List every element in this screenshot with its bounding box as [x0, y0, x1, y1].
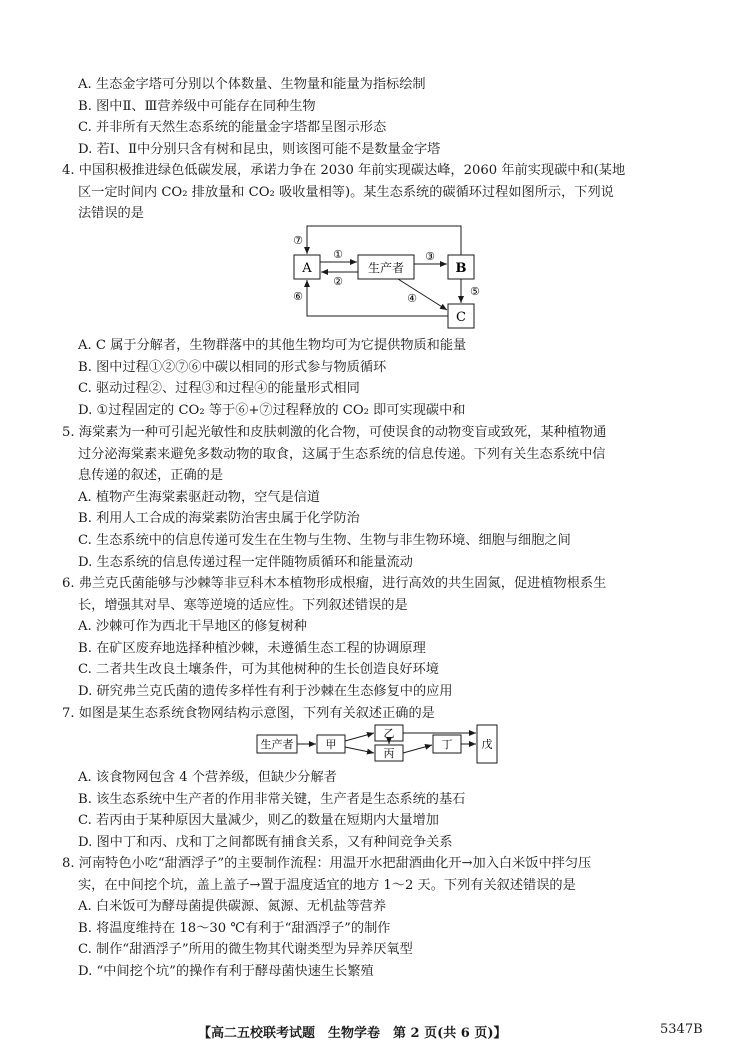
arrow-jia-bing: [345, 747, 374, 753]
question-stem-line: 实，在中间挖个坑，盖上盖子→置于温度适宜的地方 1～2 天。下列有关叙述错误的是: [78, 877, 576, 893]
option-line: C. 若丙由于某种原因大量减少，则乙的数量在短期内大量增加: [78, 813, 439, 829]
arrow-6: [307, 280, 448, 316]
question-stem-line: 过分泌海棠素来避免多数动物的取食，这属于生态系统的信息传递。下列有关生态系统中信: [78, 446, 606, 462]
option-line: C. 并非所有天然生态系统的能量金字塔都呈图示形态: [78, 120, 387, 136]
option-line: A. 该食物网包含 4 个营养级，但缺少分解者: [78, 770, 337, 785]
question-stem-line: 长，增强其对旱、寒等逆境的适应性。下列叙述错误的是: [78, 597, 408, 613]
option-line: D. ①过程固定的 CO₂ 等于⑥+⑦过程释放的 CO₂ 即可实现碳中和: [78, 402, 466, 418]
q7-stem: [62, 703, 688, 725]
arrow-jia-yi: [345, 733, 374, 741]
option-line: A. C 属于分解者，生物群落中的其他生物均可为它提供物质和能量: [78, 338, 467, 353]
label-7: ⑦: [293, 234, 303, 247]
option-line: B. 在矿区废弃地选择种植沙棘，未遵循生态工程的协调原理: [78, 640, 426, 656]
box-b-label: B: [455, 261, 467, 276]
label-2: ②: [333, 275, 343, 288]
question-stem-line: 息传递的叙述，正确的是: [78, 468, 224, 484]
footer-title: 【高二五校联考试题 生物学卷 第 2 页(共 6 页)】: [198, 1026, 507, 1041]
page-footer: [0, 1016, 751, 1046]
question-stem-line: 6. 弗兰克氏菌能够与沙棘等非豆科木本植物形成根瘤，进行高效的共生固氮，促进植物根系生: [62, 576, 607, 591]
option-line: A. 沙棘可作为西北干旱地区的修复树种: [78, 619, 307, 635]
option-line: B. 图中过程①②⑦⑥中碳以相同的形式参与物质循环: [78, 359, 387, 375]
option-line: B. 该生态系统中生产者的作用非常关键，生产者是生态系统的基石: [78, 791, 466, 807]
label-ding: 丁: [441, 738, 453, 751]
q5: [62, 422, 688, 573]
q4-stem: [62, 160, 688, 225]
option-line: D. 图中丁和丙、戊和丁之间都既有捕食关系，又有种间竞争关系: [78, 834, 453, 850]
question-stem-line: 7. 如图是某生态系统食物网结构示意图，下列有关叙述正确的是: [62, 706, 435, 721]
arrow-7: [307, 226, 461, 255]
box-producer-label: 生产者: [367, 261, 405, 275]
option-line: C. 制作“甜酒浮子”所用的微生物其代谢类型为异养厌氧型: [78, 942, 413, 958]
option-line: A. 生态金字塔可分别以个体数量、生物量和能量为指标绘制: [78, 77, 426, 92]
option-line: A. 植物产生海棠素驱赶动物，空气是信道: [78, 489, 321, 505]
option-line: C. 生态系统中的信息传递可发生在生物与生物、生物与非生物环境、细胞与细胞之间: [78, 532, 571, 548]
box-c-label: C: [456, 310, 466, 325]
option-line: B. 将温度维持在 18～30 ℃有利于“甜酒浮子”的制作: [78, 920, 391, 936]
question-stem-line: 法错误的是: [78, 206, 144, 222]
carbon-cycle-diagram: [280, 222, 510, 332]
label-5: ⑤: [470, 285, 480, 298]
q8: [62, 853, 688, 983]
option-line: B. 利用人工合成的海棠素防治害虫属于化学防治: [78, 511, 360, 527]
label-jia: 甲: [325, 738, 337, 751]
label-wu: 戊: [481, 738, 493, 751]
option-line: D. “中间挖个坑”的操作有利于酵母菌快速生长繁殖: [78, 963, 374, 979]
q4-options: [78, 335, 688, 421]
arrow-bing-ding: [403, 745, 432, 753]
option-line: C. 二者共生改良土壤条件，可为其他树种的生长创造良好环境: [78, 662, 439, 678]
arrow-4: [398, 279, 447, 310]
q7-options: [78, 767, 688, 853]
label-6: ⑥: [293, 290, 303, 303]
option-line: C. 驱动过程②、过程③和过程④的能量形式相同: [78, 381, 360, 397]
option-line: A. 白米饭可为酵母菌提供碳源、氮源、无机盐等营养: [78, 899, 387, 915]
label-producer: 生产者: [260, 738, 294, 751]
label-4: ④: [407, 292, 417, 305]
food-web-diagram: [255, 723, 500, 765]
label-bing: 丙: [383, 747, 395, 760]
question-stem-line: 4. 中国积极推进绿色低碳发展，承诺力争在 2030 年前实现碳达峰，2060 年前实现碳中和(某地: [62, 163, 626, 178]
q3-options: [78, 74, 688, 160]
option-line: D. 研究弗兰克氏菌的遗传多样性有利于沙棘在生态修复中的应用: [78, 683, 453, 699]
box-a-label: A: [302, 261, 312, 276]
option-line: D. 生态系统的信息传递过程一定伴随物质循环和能量流动: [78, 554, 413, 570]
q6: [62, 573, 688, 703]
question-stem-line: 区一定时间内 CO₂ 排放量和 CO₂ 吸收量相等)。某生态系统的碳循环过程如图所示，下列说: [78, 184, 614, 200]
question-stem-line: 5. 海棠素为一种可引起光敏性和皮肤刺激的化合物，可使误食的动物变盲或致死，某种植物通: [62, 425, 607, 440]
label-3: ③: [425, 250, 435, 263]
footer-code: 5347B: [660, 1022, 703, 1037]
question-stem-line: 8. 河南特色小吃“甜酒浮子”的主要制作流程：用温开水把甜酒曲化开→加入白米饭中拌匀压: [62, 856, 592, 871]
option-line: D. 若Ⅰ、Ⅱ中分别只含有树和昆虫，则该图可能不是数量金字塔: [78, 141, 441, 157]
label-yi: 乙: [383, 727, 395, 740]
option-line: B. 图中Ⅱ、Ⅲ营养级中可能存在同种生物: [78, 98, 316, 114]
label-1: ①: [333, 248, 343, 261]
